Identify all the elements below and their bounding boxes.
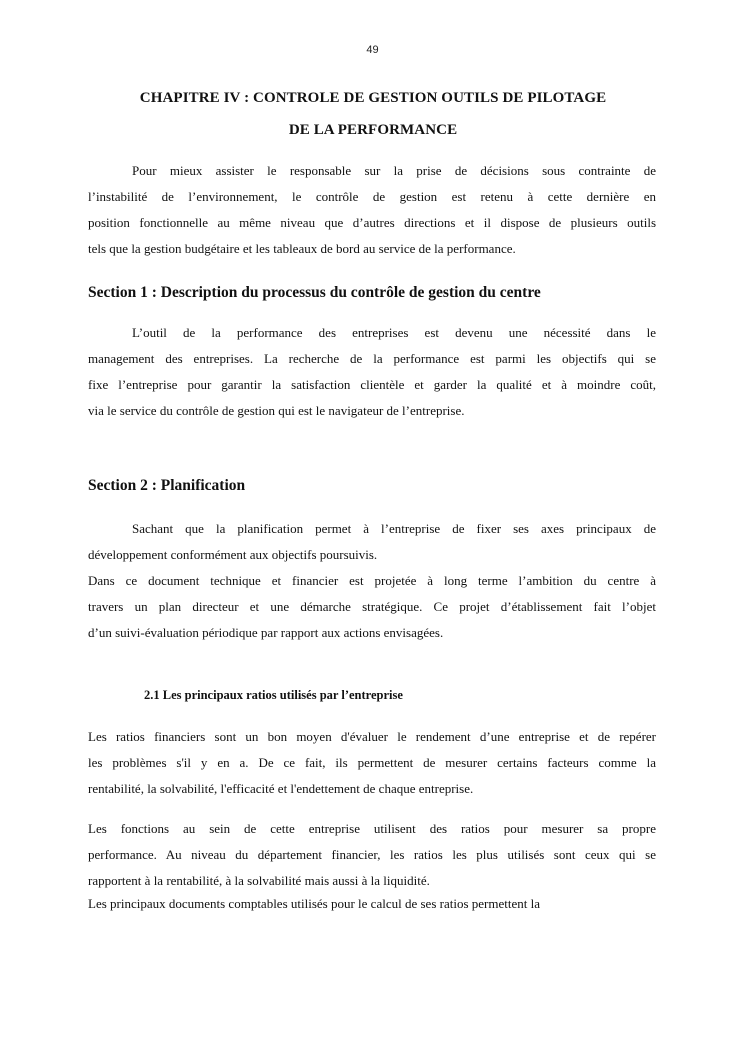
- text-line: développement conformément aux objectifs poursuivis.: [88, 547, 378, 562]
- text-line: l’instabilité de l’environnement, le contrôle de gestion est retenu à cette dernière en: [88, 189, 656, 204]
- subsection-2-1-title: 2.1 Les principaux ratios utilisés par l’entreprise: [144, 688, 403, 702]
- text-line: Pour mieux assister le responsable sur la prise de décisions sous contrainte de: [132, 163, 656, 178]
- text-line: rapportent à la rentabilité, à la solvabilité mais aussi à la liquidité.: [88, 873, 430, 888]
- chapter-title-line-2: DE LA PERFORMANCE: [288, 122, 458, 138]
- chapter-title-line-1: CHAPITRE IV : CONTROLE DE GESTION OUTILS DE PILOTAGE: [139, 90, 607, 106]
- section-2-paragraph-1: [88, 516, 656, 568]
- text-line: Dans ce document technique et financier est projetée à long terme l’ambition du centre à: [88, 573, 656, 588]
- section-2-title: Section 2 : Planification: [88, 477, 246, 494]
- section-1-title: Section 1 : Description du processus du contrôle de gestion du centre: [88, 284, 541, 301]
- text-line: via le service du contrôle de gestion qui est le navigateur de l’entreprise.: [88, 403, 465, 418]
- page-number: 49: [366, 44, 379, 56]
- text-line: Les ratios financiers sont un bon moyen d'évaluer le rendement d’une entreprise et de repérer: [88, 729, 656, 744]
- text-line: d’un suivi-évaluation périodique par rapport aux actions envisagées.: [88, 625, 444, 640]
- text-line: Les principaux documents comptables utilisés pour le calcul de ses ratios permettent la: [88, 896, 540, 911]
- text-line: position fonctionnelle au même niveau que d’autres directions et il dispose de plusieurs outils: [88, 215, 656, 230]
- text-line: performance. Au niveau du département financier, les ratios les plus utilisés sont ceux qui se: [88, 847, 656, 862]
- text-line: rentabilité, la solvabilité, l'efficacité et l'endettement de chaque entreprise.: [88, 781, 474, 796]
- text-line: les problèmes s'il y en a. De ce fait, ils permettent de mesurer certains facteurs comme la: [88, 755, 656, 770]
- subsection-2-1-paragraph-2: [88, 816, 656, 917]
- text-line: tels que la gestion budgétaire et les tableaux de bord au service de la performance.: [88, 241, 516, 256]
- section-2-paragraph-2: [88, 568, 656, 646]
- text-line: L’outil de la performance des entreprises est devenu une nécessité dans le: [132, 325, 656, 340]
- text-line: fixe l’entreprise pour garantir la satisfaction clientèle et garder la qualité et à moindre coût,: [88, 377, 656, 392]
- text-line: Sachant que la planification permet à l’entreprise de fixer ses axes principaux de: [132, 521, 656, 536]
- intro-paragraph: [88, 158, 656, 262]
- section-1-paragraph: [88, 320, 656, 424]
- subsection-2-1-paragraph-1: [88, 724, 656, 802]
- text-line: Les fonctions au sein de cette entreprise utilisent des ratios pour mesurer sa propre: [88, 821, 656, 836]
- text-line: management des entreprises. La recherche de la performance est parmi les objectifs qui se: [88, 351, 656, 366]
- text-line: travers un plan directeur et une démarche stratégique. Ce projet d’établissement fait l’objet: [88, 599, 656, 614]
